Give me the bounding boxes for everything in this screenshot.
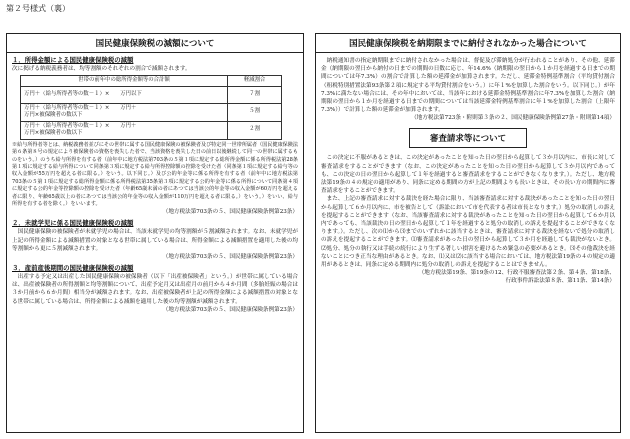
section2-heading: ２．未就学児に係る国民健康保険税の減額 bbox=[12, 219, 134, 228]
appeal-text-2: また、上記の審査請求に対する裁決を経た場合に限り、当該審査請求に対する裁決があったことを知った日の翌日から起算して６か月以内に、市を被告として（訴訟において市を代表する者は市長となります。）処分の取消しの訴えを提起することができます（なお、当該審査請求に対する裁決があったことを知った日の翌日から起算して６か月以内であっても、当該裁決の日の翌日から起算して１年を経過すると処分の取消しの訴えを提起することができなくなります。）。ただし、次の⑴から⑶までのいずれかに該当するときは、審査請求に対する裁決を経ないで処分の取消しの訴えを提起することができます。⑴審査請求があった日の翌日から起算して３か月を経過しても裁決がないとき。⑵処分、処分の執行又は手続の続行により生ずる著しい損害を避けるため緊急の必要があるとき。⑶その他裁決を経ないことにつき正当な理由があるとき。なお、⑴又は⑵に該当する場合においては、地方税法第19条の４の規定の適用があるときは、同条に定める期間内に処分の取消しの訴えを提起することはできません。 bbox=[321, 196, 615, 269]
section3-heading: ３．産前産後期間の国民健康保険税の減額 bbox=[12, 263, 134, 272]
form-number: 第２号様式（裏） bbox=[6, 4, 70, 13]
right-body bbox=[321, 57, 615, 285]
section2-text: 国民健康保険の被保険者が未就学児の場合は、当該未就学児の均等割額が５割減額されます。なお、未就学児が上記の所得金額による減額措置の対象となる世帯に属している場合は、所得金額による減額措置を適用した後の均等割額から更に５割減額されます。 bbox=[12, 229, 298, 252]
left-column bbox=[6, 33, 304, 53]
table-header-income: 世帯の前年中の総所得金額等の合計額 bbox=[21, 76, 228, 87]
section1-heading: １．所得金額による国民健康保険税の減額 bbox=[12, 56, 134, 64]
late-payment-text: 納税通知書の指定納期限までに納付されなかった場合は、督促及び滞納処分が行われることがあり、その他、延滞金（納期限の翌日から納付の日までの期間の日数に応じ、年14.6%（納期限の翌日から１か月を経過する日までの期間については年7.3%）の割合で計算した額の延滞金が加算されます。ただし、延滞金特例基準割合（平均貸付割合（租税特別措置法第93条第２項に規定する平均貸付割合をいう。）に年１%を加算した割合をいう。以下同じ。）が年7.3%に満たない場合には、その年中においては、当該年における延滞金特例基準割合に年7.3%を加算した割合（納期限の翌日から１か月を経過する日までの期間については当該延滞金特例基準割合に年１%を加算した割合（上限年7.3%））で計算した額の延滞金が加算されます。 bbox=[321, 58, 615, 114]
table-header-ratio: 軽減割合 bbox=[228, 76, 282, 87]
appeal-text-1: この決定に不服があるときは、この決定があったことを知った日の翌日から起算して３か月以内に、市長に対して審査請求をすることができます（なお、この決定があったことを知った日の翌日から起算して３か月以内であっても、この決定の日の翌日から起算して１年を経過すると審査請求をすることができなくなります。）。ただし、地方税法第19条の４の規定の適用があり、同条に定める期間の方が上記の期間よりも長いときは、その長い方の期間内に審査請求をすることができます。 bbox=[321, 155, 615, 195]
table-row bbox=[21, 103, 282, 121]
section3-source: （地方税法第703条の５、国民健康保険条例第23条） bbox=[162, 306, 298, 313]
section1-intro: 次に掲げる納税義務者は、均等割額のそれぞれの割合で減額されます。 bbox=[12, 66, 191, 72]
right-column bbox=[315, 33, 621, 53]
row-formula-2: 万円×被保険者の数以下 bbox=[24, 112, 83, 119]
late-payment-source: （地方税法第723条・附則第３条の２、国民健康保険条例第27条・附則第14項） bbox=[411, 115, 615, 122]
row-ratio: ２割 bbox=[228, 121, 282, 139]
section2-source: （地方税法第703条の５、国民健康保険条例第23条） bbox=[162, 253, 298, 260]
appeal-source-2: 行政事件訴訟法第８条、第11条、第14条） bbox=[505, 278, 615, 285]
table-row bbox=[21, 121, 282, 139]
row-formula-2: 万円×被保険者の数以下 bbox=[24, 130, 83, 137]
reduction-title: 国民健康保険税の減額について bbox=[6, 33, 304, 53]
appeal-title: 審査請求等について bbox=[409, 128, 527, 148]
row-formula: 万円＋（給与所得者等の数－１）× 万円＋ bbox=[24, 104, 137, 111]
late-payment-title: 国民健康保険税を納期限までに納付されなかった場合について bbox=[315, 33, 621, 53]
row-ratio: ７割 bbox=[228, 86, 282, 103]
section1-note: ※給与所得者等とは、納税義務者並びにその世帯に属する国民健康保険の被保険者及び特定同一世帯所属者（国民健康保険法第６条第８号の規定により被保険者の資格を喪失した者で、当該資格を喪失した日の前日以後継続して同一の世帯に属するものをいう。）のうち給与所得を有する者（前年中に地方税法第703条の５第１項に規定する総所得金額に係る所得税法第28条第１項に規定する給与所得について同条第３項に規定する給与所得控除額の控除を受けた者（同条第１項に規定する給与等の収入金額が55万円を超える者に限る。）をいう。以下同じ。）及び公的年金等に係る所得を有する者（前年中に地方税法第703条の５第１項に規定する総所得金額に係る所得税法第35条第３項に規定する公的年金等に係る所得について同条第４項に規定する公的年金等控除額の控除を受けた者（年齢65歳未満の者にあつては当該公的年金等の収入金額が60万円を超える者に限り、年齢65歳以上の者にあつては当該公的年金等の収入金額が110万円を超える者に限る。）をいう。）をいい、給与所得を有する者を除く。）をいいます。 bbox=[12, 141, 298, 207]
row-formula: 万円＋（給与所得者等の数－１）× 万円＋ bbox=[24, 122, 137, 129]
row-ratio: ５割 bbox=[228, 103, 282, 121]
table-row bbox=[21, 86, 282, 103]
row-formula: 万円＋（給与所得者等の数－１）× 万円以下 bbox=[24, 90, 142, 97]
reduction-body bbox=[12, 56, 298, 314]
section1-source: （地方税法第703条の５、国民健康保険条例第23条） bbox=[162, 209, 298, 216]
appeal-source-1: （地方税法第19条、第19条の12、行政不服審査法第２条、第４条、第18条、 bbox=[418, 270, 615, 277]
section3-text: 出産する予定又は出産した国民健康保険の被保険者（以下「出産被保険者」という。）が世帯に属している場合は、出産被保険者の所得割額と均等割額について、出産予定月又は出産月の前月から４か月間（多胎妊娠の場合は３か月前から６か月間）相当分が減額されます。なお、出産被保険者が上記の所得金額による減額措置の対象となる世帯に属している場合は、所得金額による減額を適用した後の均等割額が減額されます。 bbox=[12, 273, 298, 305]
reduction-table bbox=[20, 75, 282, 140]
